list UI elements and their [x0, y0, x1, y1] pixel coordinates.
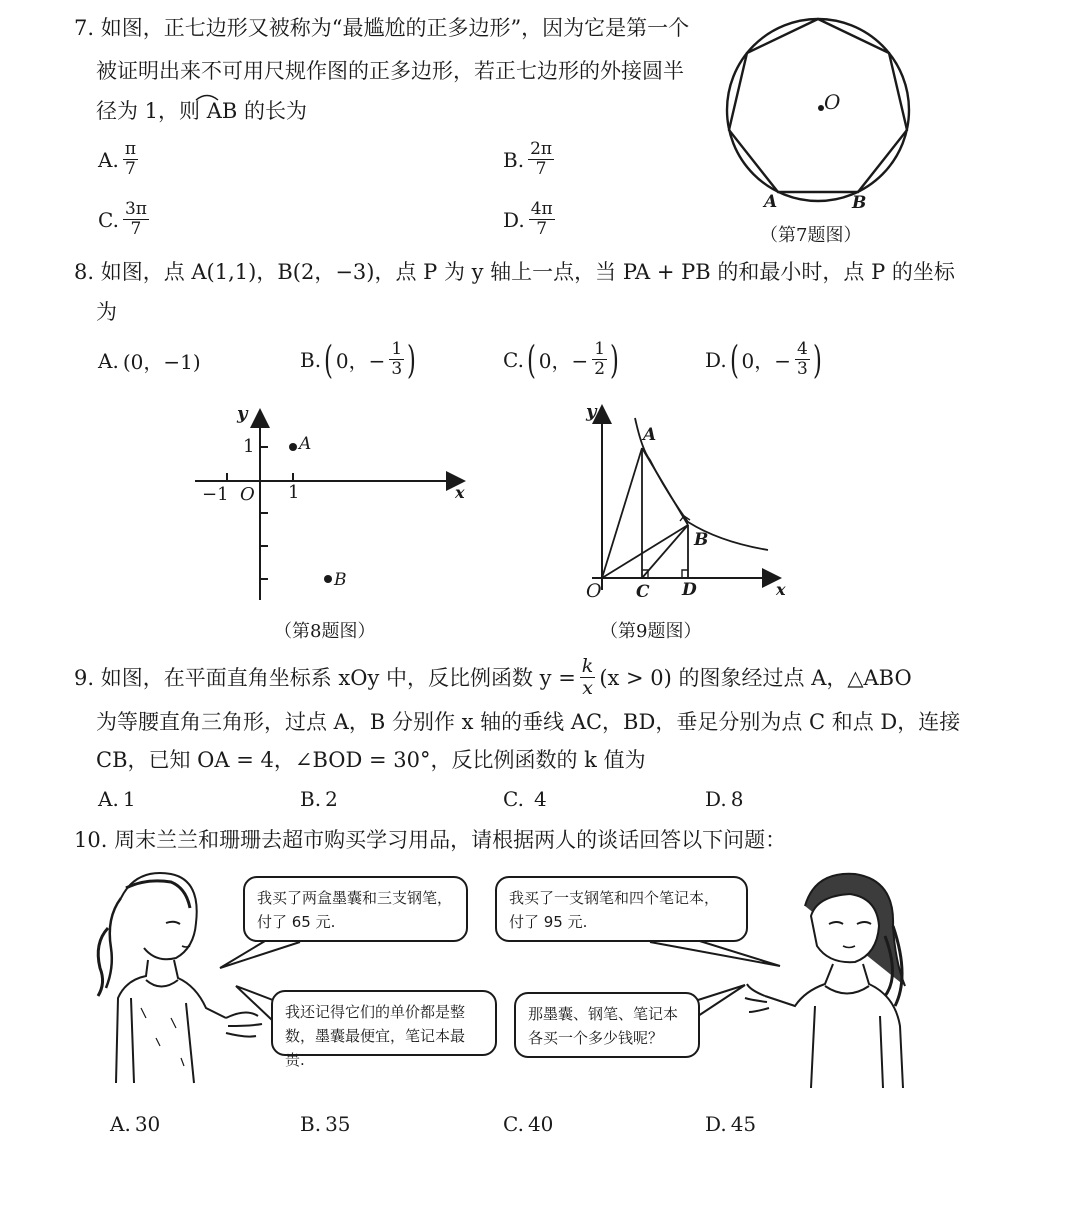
q9-point-b-label: B — [694, 530, 709, 550]
q8-origin-label: O — [240, 484, 255, 505]
fraction: $\frac{1}{2}$ — [594, 339, 606, 379]
q8-tick-1x: 1 — [288, 482, 300, 503]
vertex-label-b: B — [852, 193, 867, 213]
q8-point-a-label: A — [299, 434, 312, 454]
q7-line1: 7. 如图，正七边形又被称为“最尴尬的正多边形”，因为它是第一个 — [74, 16, 690, 40]
q8-y-axis-label: y — [237, 403, 248, 424]
q8-option-b[interactable]: B. ( 0，− $\frac{1}{3}$ ) — [300, 337, 417, 382]
q9-origin-label: O — [586, 580, 602, 602]
q10-option-c[interactable]: C. 40 — [503, 1112, 554, 1136]
q9-line3: CB，已知 OA = 4，∠BOD = 30°，反比例函数的 k 值为 — [96, 748, 646, 772]
q7-option-d[interactable]: D. $\frac{4\pi}{7}$ — [503, 199, 553, 239]
q8-line2: 为 — [96, 300, 117, 324]
vertex-label-a: A — [764, 192, 778, 212]
fraction: $\frac{4\pi}{7}$ — [530, 199, 553, 239]
q10-option-a[interactable]: A. 30 — [110, 1112, 161, 1136]
q9-line2: 为等腰直角三角形，过点 A，B 分别作 x 轴的垂线 AC，BD，垂足分别为点 C 和点 D，连接 — [96, 710, 961, 734]
fraction: $\frac{4}{3}$ — [797, 339, 808, 379]
fraction: $\frac{2\pi}{7}$ — [530, 139, 553, 179]
fraction: $\frac{\pi}{7}$ — [124, 139, 136, 179]
q10-line1: 10. 周末兰兰和珊珊去超市购买学习用品，请根据两人的谈话回答以下问题： — [74, 828, 787, 852]
q9-point-d-label: D — [682, 580, 697, 600]
fraction-k-over-x: $\frac{k}{x}$ — [581, 655, 594, 699]
q9-caption: （第9题图） — [600, 621, 702, 642]
q8-x-axis-label: x — [455, 483, 465, 502]
fraction: $\frac{1}{3}$ — [391, 339, 403, 379]
q8-tick-neg1: −1 — [202, 484, 229, 505]
speech-bubble-shanshan-1: 我买了一支钢笔和四个笔记本， 付了 95 元. — [495, 876, 748, 942]
q8-option-a[interactable]: A. (0，−1) — [98, 348, 201, 374]
q9-line1: 9. 如图，在平面直角坐标系 xOy 中，反比例函数 y = $\frac{k}{x}$ (x > 0) 的图象经过点 A，△ABO — [74, 655, 912, 699]
speech-bubble-lanlan-1: 我买了两盒墨囊和三支钢笔， 付了 65 元. — [243, 876, 468, 942]
q9-point-a-label: A — [643, 425, 657, 445]
q9-option-c[interactable]: C. 4 — [503, 787, 547, 811]
q7-option-c[interactable]: C. $\frac{3\pi}{7}$ — [98, 199, 147, 239]
q7-option-a[interactable]: A. $\frac{\pi}{7}$ — [98, 139, 136, 179]
q10-option-d[interactable]: D. 45 — [705, 1112, 757, 1136]
q8-tick-1y: 1 — [243, 436, 255, 457]
q8-option-d[interactable]: D. ( 0，− $\frac{4}{3}$ ) — [705, 337, 822, 382]
q9-x-axis-label: x — [776, 580, 786, 599]
q8-option-c[interactable]: C. ( 0，− $\frac{1}{2}$ ) — [503, 337, 619, 382]
fraction: $\frac{3\pi}{7}$ — [124, 199, 147, 239]
q8-line1: 8. 如图，点 A(1,1)，B(2，−3)，点 P 为 y 轴上一点，当 PA + PB 的和最小时，点 P 的坐标 — [74, 260, 955, 284]
q7-line3: 径为 1，则 AB 的长为 — [96, 99, 307, 123]
q7-line2: 被证明出来不可用尺规作图的正多边形，若正七边形的外接圆半 — [96, 59, 684, 83]
q7-option-b[interactable]: B. $\frac{2\pi}{7}$ — [503, 139, 553, 179]
q8-caption: （第8题图） — [274, 621, 376, 642]
speech-bubble-shanshan-2: 那墨囊、钢笔、笔记本 各买一个多少钱呢？ — [514, 992, 700, 1058]
speech-bubble-lanlan-2: 我还记得它们的单价都是整 数，墨囊最便宜，笔记本最贵. — [271, 990, 497, 1056]
q9-y-axis-label: y — [586, 401, 597, 422]
q9-point-c-label: C — [636, 582, 650, 602]
q9-option-b[interactable]: B. 2 — [300, 787, 338, 811]
center-label-o: O — [824, 90, 841, 114]
q9-option-a[interactable]: A. 1 — [98, 787, 136, 811]
q7-caption: （第7题图） — [760, 225, 862, 246]
q9-option-d[interactable]: D. 8 — [705, 787, 744, 811]
q10-option-b[interactable]: B. 35 — [300, 1112, 351, 1136]
q8-point-b-label: B — [334, 570, 347, 590]
